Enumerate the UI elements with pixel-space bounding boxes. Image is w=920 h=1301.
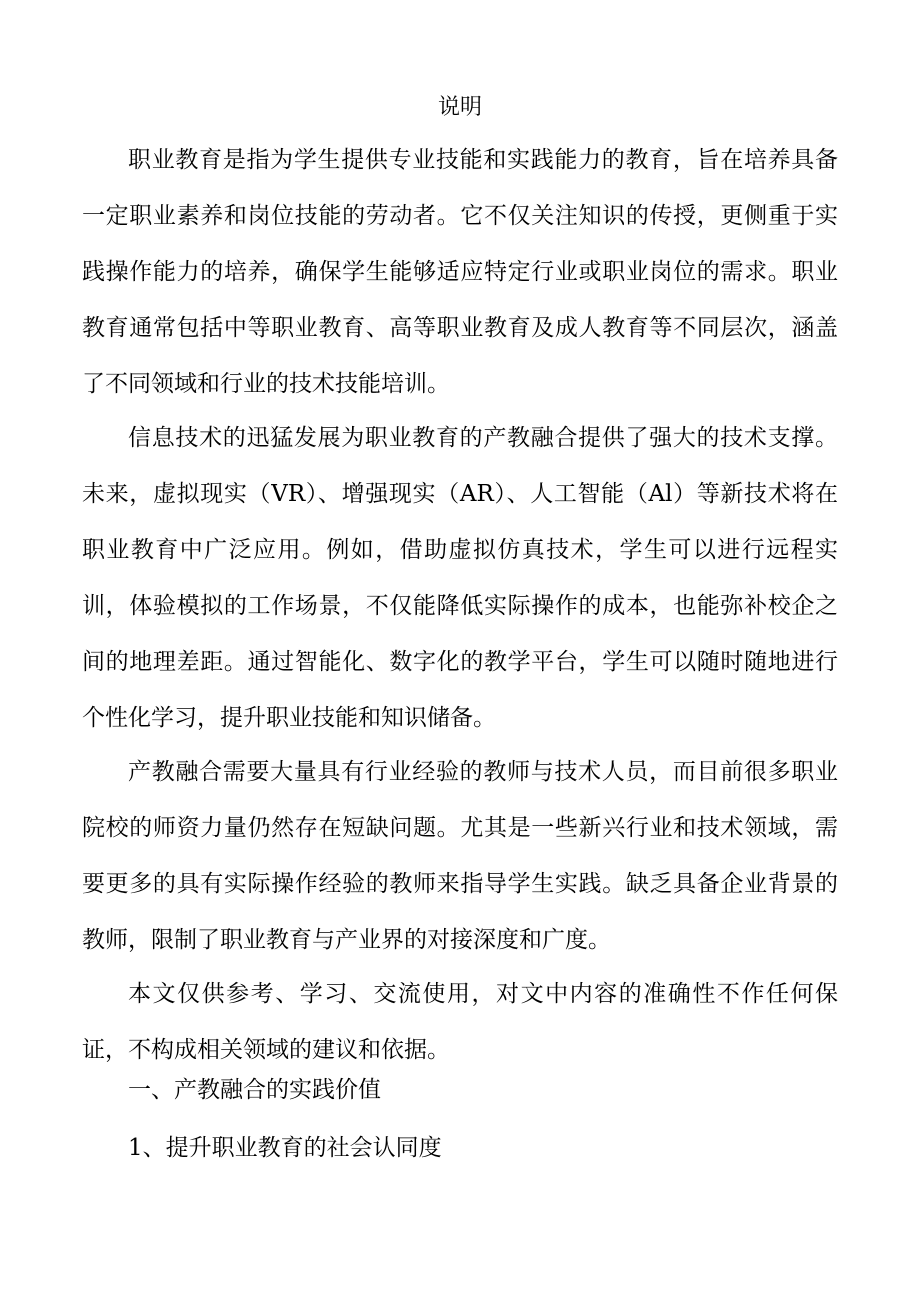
subsection-heading: 1、提升职业教育的社会认同度 [128,1135,442,1161]
paragraph-teacher-shortage: 产教融合需要大量具有行业经验的教师与技术人员，而目前很多职业院校的师资力量仍然存在短缺问题。尤其是一些新兴行业和技术领域，需要更多的具有实际操作经验的教师来指导学生实践。缺乏具备企业背景的教师，限制了职业教育与产业界的对接深度和广度。 [82,759,838,953]
document-title: 说明 [437,95,482,120]
paragraph-disclaimer: 本文仅供参考、学习、交流使用，对文中内容的准确性不作任何保证，不构成相关领域的建议和依据。 [82,981,838,1063]
section-heading: 一、产教融合的实践价值 [128,1077,381,1103]
paragraph-information-technology: 信息技术的迅猛发展为职业教育的产教融合提供了强大的技术支撑。未来，虚拟现实（VR）、增强现实（AR）、人工智能（Al）等新技术将在职业教育中广泛应用。例如，借助虚拟仿真技术，学生可以进行远程实训，体验模拟的工作场景，不仅能降低实际操作的成本，也能弥补校企之间的地理差距。通过智能化、数字化的教学平台，学生可以随时随地进行个性化学习，提升职业技能和知识储备。 [82,425,838,731]
paragraph-vocational-education-definition: 职业教育是指为学生提供专业技能和实践能力的教育，旨在培养具备一定职业素养和岗位技能的劳动者。它不仅关注知识的传授，更侧重于实践操作能力的培养，确保学生能够适应特定行业或职业岗位的需求。职业教育通常包括中等职业教育、高等职业教育及成人教育等不同层次，涵盖了不同领域和行业的技术技能培训。 [82,147,838,397]
